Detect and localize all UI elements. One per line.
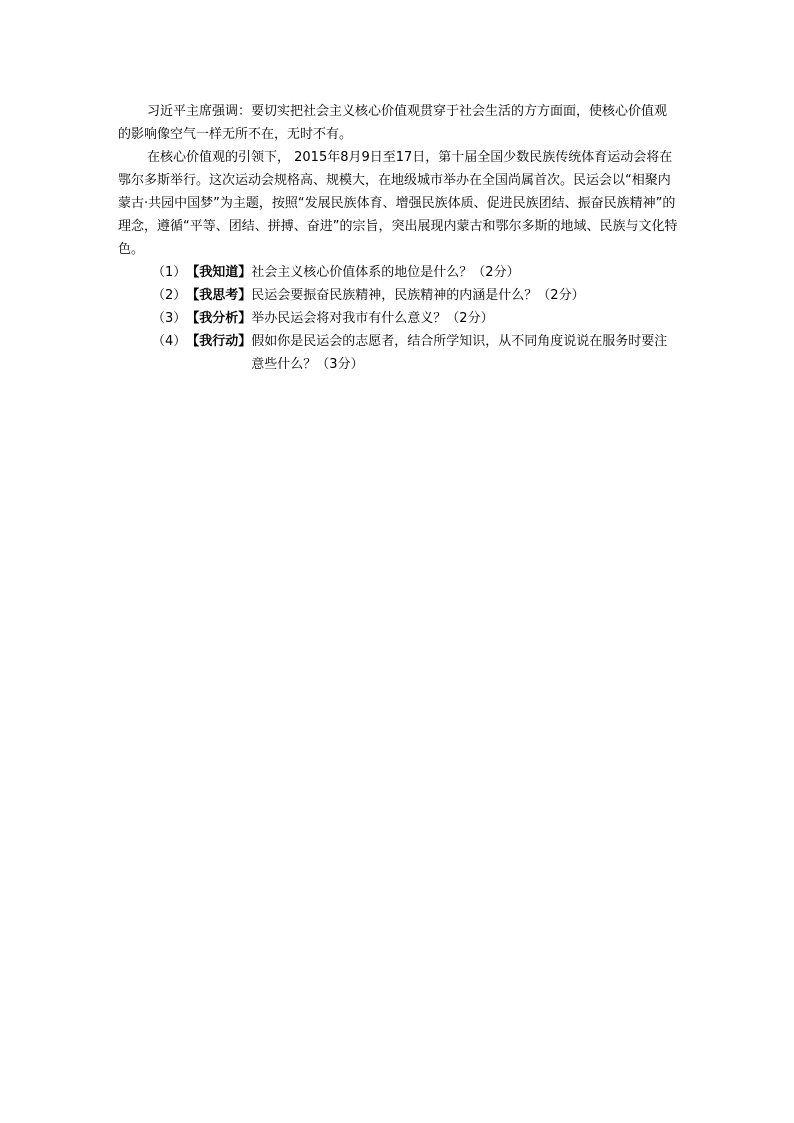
question-tag: 【我知道】 [186, 265, 252, 280]
question-tag: 【我分析】 [186, 311, 252, 326]
question-tag: 【我思考】 [186, 288, 252, 303]
question-4 [118, 330, 678, 376]
question-number: （1） [152, 265, 187, 280]
question-text: 民运会要振奋民族精神，民族精神的内涵是什么？（2分） [251, 288, 585, 303]
question-number: （4） [152, 334, 187, 349]
question-1 [118, 261, 678, 284]
paragraph-quote: 习近平主席强调：要切实把社会主义核心价值观贯穿于社会生活的方方面面，使核心价值观的影响像空气一样无所不在，无时不有。 [118, 104, 668, 142]
question-tag: 【我行动】 [186, 334, 252, 349]
question-number: （3） [152, 311, 187, 326]
question-2 [118, 284, 678, 307]
question-text: 社会主义核心价值体系的地位是什么？（2分） [251, 265, 520, 280]
question-text: 假如你是民运会的志愿者，结合所学知识，从不同角度说说在服务时要注意些什么？（3分） [251, 334, 668, 372]
document-body [118, 100, 678, 376]
question-number: （2） [152, 288, 187, 303]
question-3 [118, 307, 678, 330]
question-text: 举办民运会将对我市有什么意义？（2分） [251, 311, 494, 326]
paragraph-context: 在核心价值观的引领下， 2015年8月9日至17日，第十届全国少数民族传统体育运动会将在鄂尔多斯举行。这次运动会规格高、规模大，在地级城市举办在全国尚属首次。民运会以“相聚内蒙古·共园中国梦”为主题，按照“发展民族体育、增强民族体质、促进民族团结、振奋民族精神”的理念，遵循“平等、团结、拼搏、奋进”的宗旨，突出展现内蒙古和鄂尔多斯的地域、民族与文化特色。 [118, 150, 678, 257]
